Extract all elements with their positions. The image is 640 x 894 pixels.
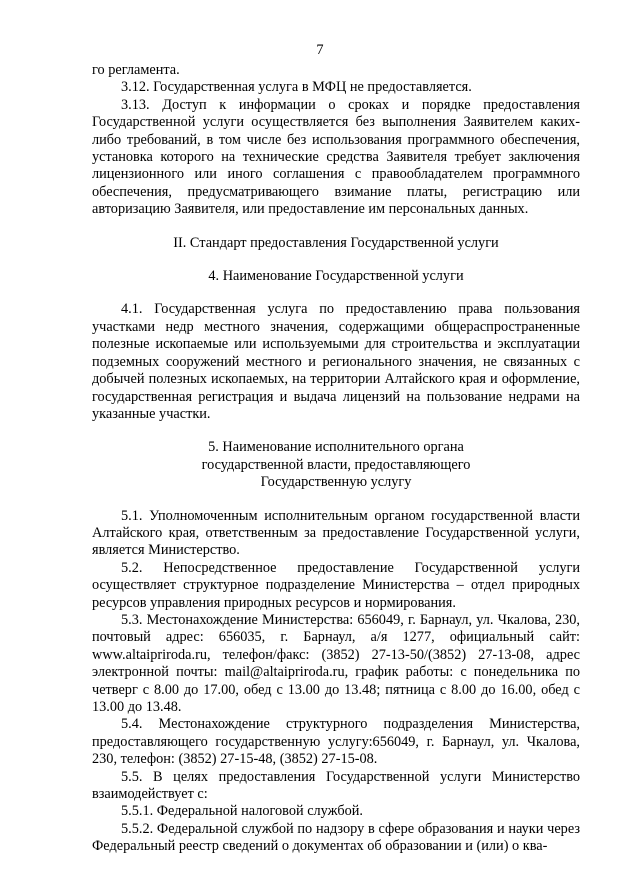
paragraph-5-5-2: 5.5.2. Федеральной службой по надзору в сфере образования и науки через Федеральный реестр сведений о документах об образовании и (или) о ква- [92,820,580,855]
page-number: 7 [316,42,324,58]
paragraph-5-1: 5.1. Уполномоченным исполнительным органом государственной власти Алтайского края, ответственным за предоставление Государственной услуги, является Министерство. [92,507,580,559]
paragraph-3-12: 3.12. Государственная услуга в МФЦ не предоставляется. [121,79,472,96]
paragraph-5-3: 5.3. Местонахождение Министерства: 656049, г. Барнаул, ул. Чкалова, 230, почтовый адрес: 656035, г. Барнаул, а/я 1277, официальный сайт: www.altaipriroda.ru, телефон/факс: (3852) 27-13-50/(3852) 27-13-08, адрес электронной почты: mail@altaipriroda.ru, график работы: с понедельника по четверг с 8.00 до 17.00, обед с 13.00 до 13.48; пятница с 8.00 до 16.00, обед с 13.00 до 13.48. [92,611,580,715]
paragraph-5-5-1: 5.5.1. Федеральной налоговой службой. [121,803,363,820]
section-heading-5 [92,439,580,491]
section-heading-4: 4. Наименование Государственной услуги [208,268,464,285]
section-heading-5-line-2: государственной власти, предоставляющего [201,456,471,473]
section-heading-5-line-3: Государственную услугу [260,474,412,491]
paragraph-5-4: 5.4. Местонахождение структурного подразделения Министерства, предоставляющего государственную услугу:656049, г. Барнаул, ул. Чкалова, 230, телефон: (3852) 27-15-48, (3852) 27-15-08. [92,716,580,768]
section-heading-ii: II. Стандарт предоставления Государственной услуги [173,234,499,251]
section-heading-5-line-1: 5. Наименование исполнительного органа [208,439,464,456]
paragraph-4-1: 4.1. Государственная услуга по предоставлению права пользования участками недр местного значения, содержащими общераспространенные полезные ископаемые или используемыми для строительства и эксплуатации подземных сооружений местного и регионального значения, не связанных с добычей полезных ископаемых, на территории Алтайского края и оформление, государственная регистрация и выдача лицензий на пользование недрами на указанные участки. [92,301,580,422]
paragraph-continuation: го регламента. [92,62,180,78]
paragraph-3-13: 3.13. Доступ к информации о сроках и порядке предоставления Государственной услуги осуществляется без выполнения Заявителем каких-либо требований, в том числе без использования программного обеспечения, установка которого на технические средства Заявителя требует заключения лицензионного или иного соглашения с правообладателем программного обеспечения, предусматривающего взимание платы, регистрацию или авторизацию Заявителя, или предоставление им персональных данных. [92,96,580,218]
document-body [92,62,580,856]
paragraph-5-5: 5.5. В целях предоставления Государственной услуги Министерство взаимодействует с: [92,768,580,803]
paragraph-5-2: 5.2. Непосредственное предоставление Государственной услуги осуществляет структурное подразделение Министерства – отдел природных ресурсов управления природных ресурсов и нормирования. [92,559,580,611]
